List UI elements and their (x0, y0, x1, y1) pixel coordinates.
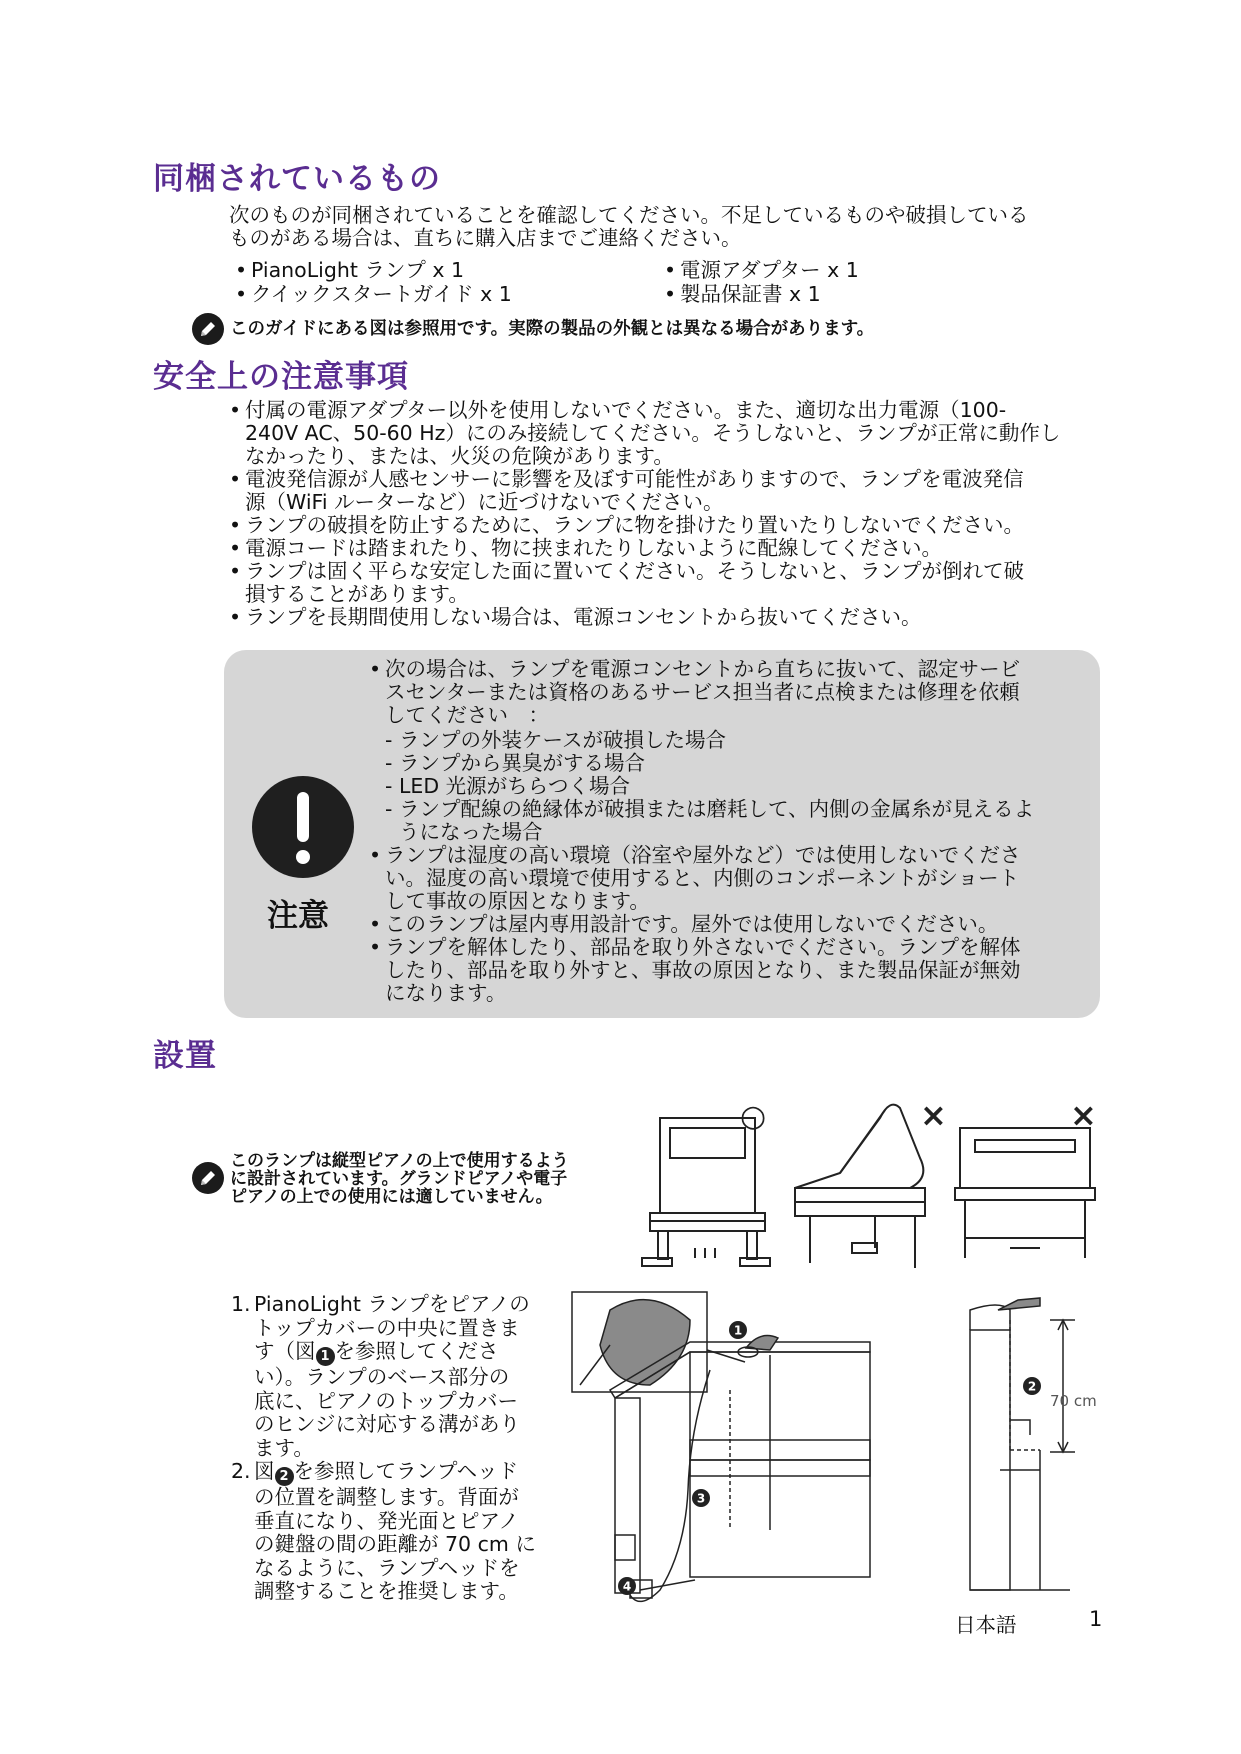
list-item: • 次の場合は、ランプを電源コンセントから直ちに抜いて、認定サービ スセンターまたは資格のあるサービス担当者に点検または修理を依頼 してください ： (369, 657, 1021, 727)
unsuitable-mark: × (920, 1098, 947, 1134)
section-heading-installation: 設置 (153, 1038, 217, 1074)
page-number: 1 (1089, 1607, 1103, 1631)
step-1: 1. PianoLight ランプをピアノの トップカバーの中央に置きま す（図 1 を参照してくださ い）。ランプのベース部分の 底に、ピアノのトップカバー のヒンジに対応する溝があり ます。 (231, 1292, 530, 1460)
list-item: • ランプは湿度の高い環境（浴室や屋外など）では使用しないでくださ い。湿度の高い環境で使用すると、内側のコンポーネントがショート して事故の原因となります。 (369, 843, 1021, 913)
installation-diagram (570, 1290, 1110, 1610)
unsuitable-mark: × (1070, 1098, 1097, 1134)
caution-box (224, 650, 1100, 1018)
list-item: • 電源コードは踏まれたり、物に挟まれたりしないように配線してください。 (229, 536, 942, 560)
suitable-mark: ○ (740, 1099, 767, 1134)
step-2: 2. 図 2 を参照してランプヘッド の位置を調整します。背面が 垂直になり、発光面とピアノ の鍵盤の間の距離が 70 cm に なるように、ランプヘッドを 調整することを推奨します。 (231, 1459, 536, 1603)
figure-2-badge: 2 (275, 1467, 294, 1486)
footer-language: 日本語 (955, 1613, 1017, 1637)
list-item: • ランプは固く平らな安定した面に置いてください。そうしないと、ランプが倒れて破 損することがあります。 (229, 559, 1024, 606)
list-item: • 付属の電源アダプター以外を使用しないでください。また、適切な出力電源（100- 240V AC、50-60 Hz）にのみ接続してください。そうしないと、ランプが正常に動作し なかったり、または、火災の危険があります。 (229, 398, 1061, 468)
list-item: • 電源アダプター x 1 (664, 258, 859, 282)
section-heading-safety: 安全上の注意事項 (153, 359, 409, 395)
list-item: • 電波発信源が人感センサーに影響を及ぼす可能性がありますので、ランプを電波発信 源（WiFi ルーターなど）に近づけないでください。 (229, 467, 1024, 514)
grand-piano-drawing (795, 1105, 925, 1268)
caution-list (369, 658, 1089, 1005)
caution-label: 注意 (267, 898, 329, 934)
installation-steps (231, 1293, 551, 1604)
list-item: • 製品保証書 x 1 (664, 282, 821, 306)
list-item: • ランプを長期間使用しない場合は、電源コンセントから抜いてください。 (229, 605, 922, 629)
sub-item: - ランプの外装ケースが破損した場合 (385, 728, 726, 752)
figure-badges (618, 1321, 1041, 1595)
safety-list (229, 399, 1089, 629)
list-item: • このランプは屋内専用設計です。屋外では使用しないでください。 (369, 912, 999, 936)
figure-1-badge: 1 (316, 1347, 335, 1366)
pencil-note-icon (192, 1162, 224, 1194)
badge-3: 3 (696, 1491, 706, 1506)
badge-4: 4 (622, 1579, 632, 1594)
piano-types-illustration (630, 1098, 1110, 1283)
upright-piano-drawing (642, 1118, 770, 1266)
sub-item: - LED 光源がちらつく場合 (385, 774, 630, 798)
badge-2: 2 (1027, 1379, 1037, 1394)
distance-label: 70 cm (1050, 1392, 1097, 1410)
sub-item: - ランプから異臭がする場合 (385, 751, 645, 775)
exclamation-icon (252, 776, 354, 878)
digital-piano-drawing (955, 1128, 1095, 1258)
reference-note: このガイドにある図は参照用です。実際の製品の外観とは異なる場合があります。 (192, 313, 874, 345)
sub-item: - ランプ配線の絶縁体が破損または磨耗して、内側の金属糸が見えるよ うになった場合 (385, 797, 1035, 844)
list-item: • PianoLight ランプ x 1 (235, 258, 465, 282)
badge-1: 1 (733, 1323, 743, 1338)
list-item: • ランプを解体したり、部品を取り外さないでください。ランプを解体 したり、部品を取り外すと、事故の原因となり、また製品保証が無効 になります。 (369, 935, 1021, 1005)
contents-intro: 次のものが同梱されていることを確認してください。不足しているものや破損している ものがある場合は、直ちに購入店までご連絡ください。 (229, 203, 1029, 250)
list-item: • ランプの破損を防止するために、ランプに物を掛けたり置いたりしないでください。 (229, 513, 1024, 537)
pencil-note-icon (192, 313, 224, 345)
section-heading-contents: 同梱されているもの (153, 161, 441, 197)
list-item: • クイックスタートガイド x 1 (235, 282, 512, 306)
installation-note: このランプは縦型ピアノの上で使用するよう に設計されています。グランドピアノや電子 ピアノの上での使用には適していません。 (192, 1152, 569, 1206)
